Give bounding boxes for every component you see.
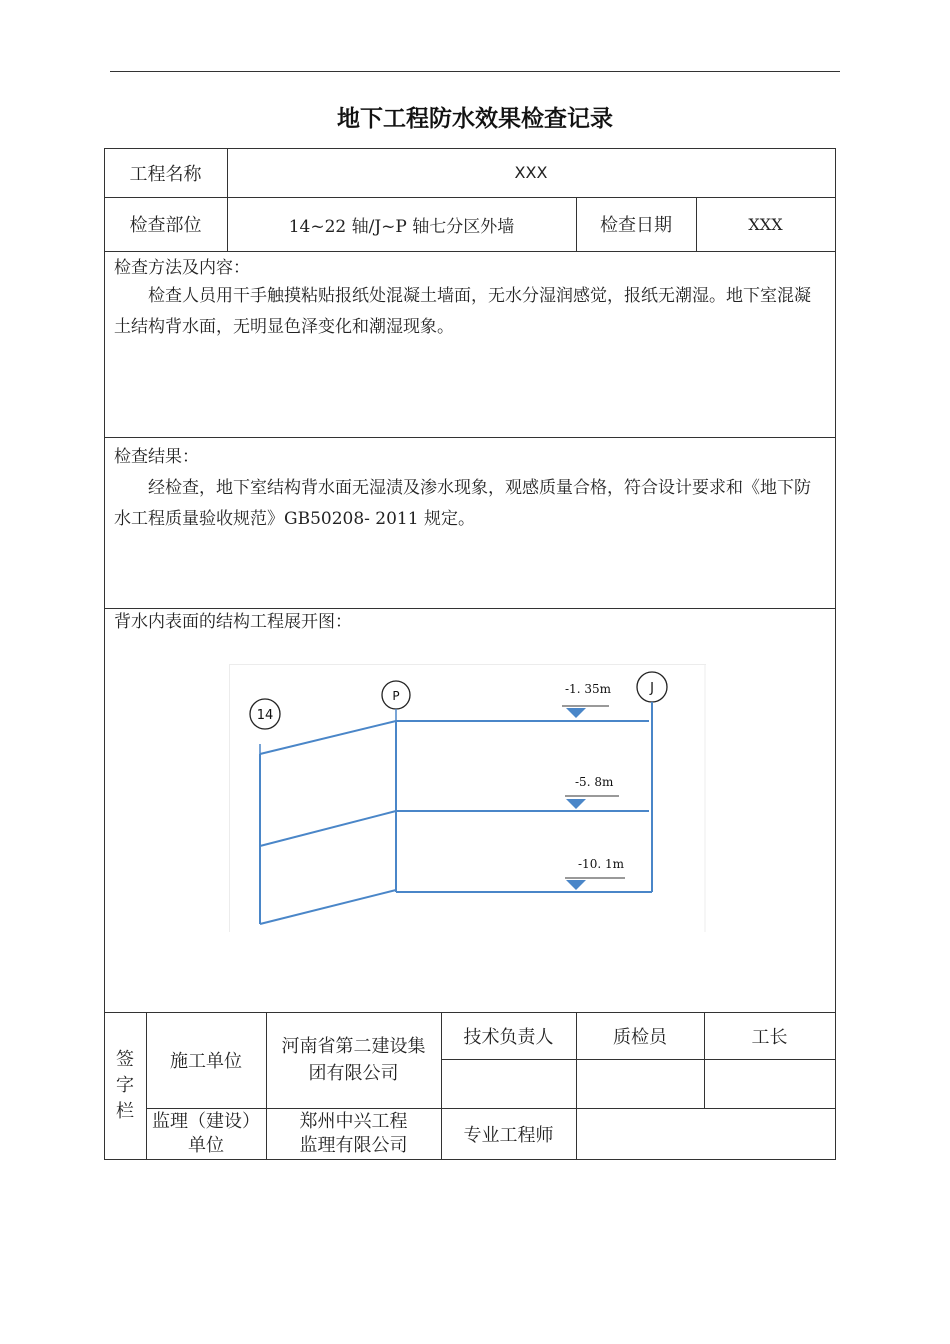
technical-lead-label: 技术负责人 [463, 1026, 554, 1048]
result-heading: 检查结果： [114, 447, 199, 467]
quality-inspector-label: 质检员 [613, 1026, 667, 1048]
axis-bubble-14 [250, 699, 280, 729]
axis-bubble-p [382, 681, 410, 709]
quality-inspector-signature[interactable] [576, 1059, 704, 1108]
page-title: 地下工程防水效果检查记录 [337, 106, 613, 132]
supervision-unit-name: 郑州中兴工程监理有限公司 [299, 1110, 408, 1156]
check-date-label: 检查日期 [600, 215, 672, 236]
structure-elevation-diagram [229, 664, 706, 932]
signature-column-label: 签字栏 [116, 1048, 134, 1122]
result-text: 经检查，地下室结构背水面无湿渍及渗水现象，观感质量合格，符合设计要求和《地下防水工程质量验收规范》GB50208- 2011 规定。 [114, 478, 811, 529]
axis-label-j: J [650, 681, 654, 696]
engineer-label: 专业工程师 [463, 1124, 554, 1146]
technical-lead-signature[interactable] [441, 1059, 576, 1108]
project-name-label: 工程名称 [129, 163, 202, 185]
method-text: 检查人员用干手触摸粘贴报纸处混凝土墙面，无水分湿润感觉，报纸无潮湿。地下室混凝土结构背水面，无明显色泽变化和潮湿现象。 [114, 286, 811, 337]
check-date-value: XXX [748, 214, 783, 234]
supervision-unit-label: 监理（建设）单位 [152, 1110, 260, 1156]
construction-unit-label: 施工单位 [170, 1051, 242, 1072]
check-location-label: 检查部位 [129, 215, 202, 236]
foreman-label: 工长 [751, 1026, 788, 1048]
header-rule [110, 71, 840, 72]
elevation-label-1: -1. 35m [565, 682, 611, 696]
engineer-signature[interactable] [576, 1108, 835, 1159]
axis-label-p: P [392, 689, 400, 703]
elevation-label-2: -5. 8m [575, 775, 614, 789]
check-location-value: 14~22 轴/J~P 轴七分区外墙 [288, 216, 515, 237]
foreman-signature[interactable] [704, 1059, 835, 1108]
method-heading: 检查方法及内容： [114, 258, 250, 278]
project-name-value: XXX [514, 163, 548, 182]
construction-unit-name: 河南省第二建设集团有限公司 [281, 1036, 426, 1084]
axis-label-14: 14 [256, 708, 274, 723]
axis-bubble-j [637, 672, 667, 702]
drawing-heading: 背水内表面的结构工程展开图： [114, 612, 352, 632]
elevation-label-3: -10. 1m [578, 857, 624, 871]
